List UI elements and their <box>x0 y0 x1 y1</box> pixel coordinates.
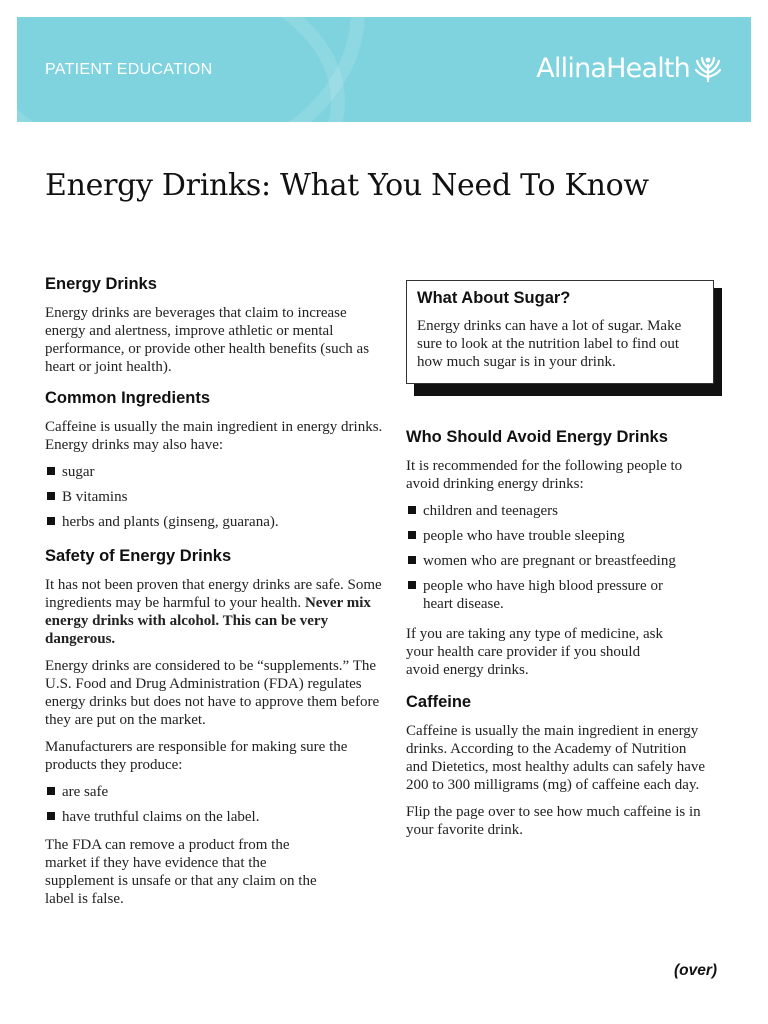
bullet-square-icon <box>47 467 55 475</box>
list-item: people who have high blood pressure or heart disease. <box>406 577 678 613</box>
safety-warning: Never mix energy drinks with alcohol. This can be very dangerous. <box>45 595 371 647</box>
right-column <box>406 428 746 848</box>
list-item: women who are pregnant or breastfeeding <box>406 552 746 570</box>
caffeine-heading: Caffeine <box>406 693 472 711</box>
bullet-square-icon <box>408 531 416 539</box>
list-item: people who have trouble sleeping <box>406 527 746 545</box>
avoid-intro: It is recommended for the following people to avoid drinking energy drinks: <box>406 458 683 492</box>
page-title: Energy Drinks: What You Need To Know <box>45 168 649 203</box>
bullet-square-icon <box>47 787 55 795</box>
list-item: have truthful claims on the label. <box>45 808 385 826</box>
avoid-heading: Who Should Avoid Energy Drinks <box>406 428 668 446</box>
list-item: B vitamins <box>45 488 385 506</box>
medicine-paragraph: If you are taking any type of medicine, ask your health care provider if you should avoid energy drinks. <box>406 626 663 678</box>
avoid-list <box>406 502 746 613</box>
ingredients-intro: Caffeine is usually the main ingredient in energy drinks. Energy drinks may also have: <box>45 419 383 453</box>
over-label: (over) <box>674 962 718 979</box>
ingredients-list <box>45 463 385 531</box>
bullet-square-icon <box>408 506 416 514</box>
logo-leaf-icon <box>693 55 723 83</box>
manufacturers-paragraph: Manufacturers are responsible for making sure the products they produce: <box>45 739 348 773</box>
bullet-square-icon <box>408 556 416 564</box>
fda-paragraph: The FDA can remove a product from the market if they have evidence that the supplement is unsafe or that any claim on the label is false. <box>45 837 317 907</box>
left-column <box>45 275 385 917</box>
bullet-square-icon <box>47 492 55 500</box>
safety-paragraph: It has not been proven that energy drinks are safe. Some ingredients may be harmful to your health. Never mix energy drinks with alcohol. This can be very dangerous. <box>45 577 382 647</box>
manufacturers-list <box>45 783 385 826</box>
bullet-square-icon <box>47 812 55 820</box>
ingredients-heading: Common Ingredients <box>45 389 211 407</box>
caffeine-paragraph: Caffeine is usually the main ingredient in energy drinks. According to the Academy of Nutrition and Dietetics, most healthy adults can safely have 200 to 300 milligrams (mg) of caffeine each day. <box>406 723 706 793</box>
flip-page-paragraph: Flip the page over to see how much caffeine is in your favorite drink. <box>406 804 701 838</box>
list-item: herbs and plants (ginseng, guarana). <box>45 513 385 531</box>
list-item: sugar <box>45 463 385 481</box>
sugar-callout-box <box>406 280 714 384</box>
allina-health-logo <box>536 53 723 84</box>
sugar-heading: What About Sugar? <box>417 289 571 307</box>
energy-drinks-heading: Energy Drinks <box>45 275 157 293</box>
bullet-square-icon <box>47 517 55 525</box>
supplements-paragraph: Energy drinks are considered to be “supplements.” The U.S. Food and Drug Administration (FDA) regulates energy drinks but does not have to approve them before they are put on the market. <box>45 658 380 728</box>
safety-heading: Safety of Energy Drinks <box>45 547 232 565</box>
patient-education-label: PATIENT EDUCATION <box>45 61 213 78</box>
list-item: children and teenagers <box>406 502 746 520</box>
list-item: are safe <box>45 783 385 801</box>
bullet-square-icon <box>408 581 416 589</box>
energy-drinks-text: Energy drinks are beverages that claim to increase energy and alertness, improve athletic or mental performance, or provide other health benefits (such as heart or joint health). <box>45 305 370 375</box>
logo-text: AllinaHealth <box>536 53 690 84</box>
sugar-text: Energy drinks can have a lot of sugar. Make sure to look at the nutrition label to find out how much sugar is in your drink. <box>417 318 682 370</box>
header-banner <box>17 17 751 122</box>
